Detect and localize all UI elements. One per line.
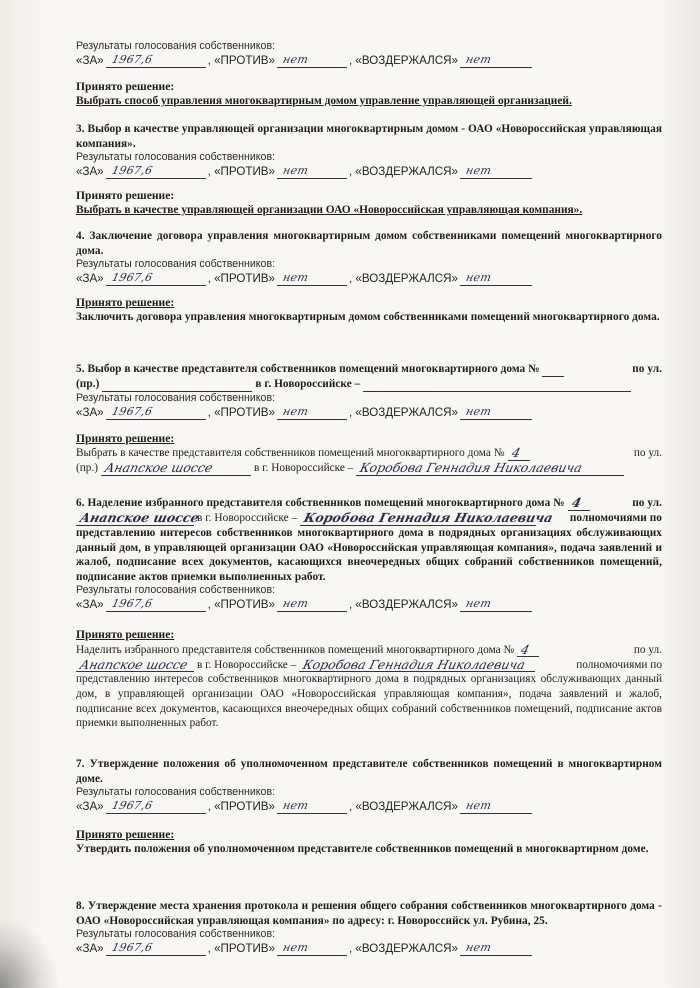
protiv-blank <box>277 799 347 814</box>
vozd-blank <box>460 941 532 956</box>
house-number-blank <box>508 446 530 461</box>
decision-label: Принято решение: <box>76 432 175 445</box>
votes-label: Результаты голосования собственников: <box>76 392 276 404</box>
za-value: 1967,6 <box>110 799 154 813</box>
street-blank <box>102 377 252 392</box>
za-label: «ЗА» <box>76 942 104 956</box>
city-label: в г. Новороссийске – <box>197 512 298 525</box>
votes-row <box>76 597 662 612</box>
votes-label: Результаты голосования собственников: <box>76 786 276 799</box>
scan-shadow <box>0 918 60 988</box>
vozd-value: нет <box>464 799 493 813</box>
vozd-label: , «ВОЗДЕРЖАЛСЯ» <box>348 406 458 419</box>
votes-row <box>76 53 662 68</box>
protiv-label: , «ПРОТИВ» <box>207 800 275 814</box>
city-label: в г. Новороссийске – <box>197 658 297 671</box>
votes-row <box>76 271 662 286</box>
za-label: «ЗА» <box>76 598 104 612</box>
vozd-label: , «ВОЗДЕРЖАЛСЯ» <box>348 272 458 286</box>
za-blank <box>106 799 206 814</box>
section-title-line <box>76 496 662 511</box>
section-6 <box>76 496 662 731</box>
protiv-label: , «ПРОТИВ» <box>207 942 275 956</box>
person-blank <box>300 510 555 526</box>
vozd-value: нет <box>464 597 493 611</box>
street-blank <box>76 510 201 526</box>
votes-row <box>76 405 662 420</box>
protiv-value: нет <box>281 271 310 285</box>
decision-label: Принято решение: <box>76 628 175 642</box>
protiv-value: нет <box>281 597 310 611</box>
vozd-blank <box>460 53 532 68</box>
vozd-blank <box>460 164 532 179</box>
vozd-label: , «ВОЗДЕРЖАЛСЯ» <box>348 800 458 814</box>
section-title: 6. Наделение избранного представителя собственников помещений многоквартирного дома № <box>76 497 565 510</box>
za-label: «ЗА» <box>76 272 104 286</box>
protiv-label: , «ПРОТИВ» <box>207 406 275 419</box>
section-8 <box>76 899 662 956</box>
za-label: «ЗА» <box>76 406 104 419</box>
person-value: Коробова Геннадия Николаевича <box>302 510 555 526</box>
decision-label: Принято решение: <box>76 296 175 310</box>
person-value: Коробова Геннадия Николаевича <box>358 460 585 476</box>
person-blank <box>299 657 535 672</box>
decision-line-1 <box>76 642 662 657</box>
za-label: «ЗА» <box>76 54 104 67</box>
decision-text: Выбрать в качестве управляющей организации ОАО «Новороссийская управляющая компания». <box>76 204 583 217</box>
street-value: Анапское шоссе <box>78 656 190 672</box>
za-blank <box>106 53 206 68</box>
vozd-blank <box>460 597 532 612</box>
protiv-value: нет <box>281 405 310 418</box>
votes-label: Результаты голосования собственников: <box>76 928 276 941</box>
votes-row <box>76 164 662 179</box>
section-2 <box>76 40 662 108</box>
po-ul-label: по ул. <box>632 363 662 376</box>
protiv-value: нет <box>281 799 310 813</box>
city-label: в г. Новороссийске – <box>255 378 361 391</box>
tail-text: полномочиями по <box>576 658 662 671</box>
decision-line-2 <box>76 461 662 476</box>
protiv-blank <box>277 53 347 68</box>
house-number-blank <box>517 642 539 657</box>
section-3 <box>76 122 662 217</box>
section-title: 8. Утверждение места хранения протокола и решения общего собрания собственников многоквартирного дома - ОАО «Новороссийская управляющая компания» по адресу: г. Новороссийск ул. Рубина, 25. <box>76 900 662 927</box>
votes-label: Результаты голосования собственников: <box>76 151 276 164</box>
section-body: представлению интересов собственников многоквартирного дома в подрядных организациях обслуживающих данный дом, в управляющей организации ОАО «Новороссийская управляющая компания», подача заявлений и жалоб, подписание всех документов, касающихся внеочередных общих собраний собственников помещений, подписание актов приемки выполненных работ. <box>76 527 662 583</box>
votes-row <box>76 941 662 956</box>
decision-text: Выбрать в качестве представителя собственников помещений многоквартирного дома № <box>76 447 505 460</box>
person-value: Коробова Геннадия Николаевича <box>301 656 528 672</box>
vozd-value: нет <box>464 53 493 66</box>
house-number-blank <box>542 362 564 377</box>
decision-label: Принято решение: <box>76 80 175 93</box>
decision-text: Наделить избранного представителя собственников помещений многоквартирного дома № <box>76 643 515 656</box>
protiv-blank <box>277 405 347 420</box>
section-title-line <box>76 362 662 377</box>
vozd-blank <box>460 405 532 420</box>
section-5 <box>76 362 662 476</box>
protiv-label: , «ПРОТИВ» <box>207 165 275 179</box>
vozd-blank <box>460 271 532 286</box>
decision-label: Принято решение: <box>76 828 175 842</box>
decision-text: Выбрать способ управления многоквартирным домом управление управляющей организацией. <box>76 95 572 107</box>
vozd-label: , «ВОЗДЕРЖАЛСЯ» <box>348 165 458 179</box>
decision-line-1 <box>76 446 662 461</box>
po-ul-label: по ул. <box>633 447 662 460</box>
votes-label: Результаты голосования собственников: <box>76 40 276 52</box>
votes-label: Результаты голосования собственников: <box>76 584 276 597</box>
za-value: 1967,6 <box>110 271 154 285</box>
vozd-value: нет <box>464 164 493 178</box>
street-blank <box>101 461 251 476</box>
protiv-blank <box>277 271 347 286</box>
decision-text: Заключить договора управления многоквартирным домом собственниками помещений многоквартирного дома. <box>76 311 660 324</box>
street-value: Анапское шоссе <box>78 510 201 526</box>
za-blank <box>106 597 206 612</box>
decision-body: представлению интересов собственников многоквартирного дома в подрядных организациях обслуживающих данный дом, в управляющей организации ОАО «Новороссийская управляющая компания», подача заявлений и жалоб, подписание всех документов, касающихся внеочередных общих собраний собственников помещений, подписание актов приемки выполненных работ. <box>76 673 662 730</box>
address-line <box>76 511 662 526</box>
decision-text: Утвердить положения об уполномоченном представителе собственников помещений в многоквартирном доме. <box>76 843 649 856</box>
vozd-value: нет <box>464 271 493 285</box>
votes-row <box>76 799 662 814</box>
vozd-value: нет <box>464 941 493 955</box>
protiv-value: нет <box>281 53 310 66</box>
person-blank <box>363 377 631 392</box>
house-number-value: 4 <box>519 641 532 657</box>
house-number-value: 4 <box>569 495 583 511</box>
house-number-value: 4 <box>509 445 522 461</box>
street-blank <box>76 657 194 672</box>
decision-line-2 <box>76 657 662 672</box>
house-number-blank <box>568 496 590 511</box>
section-title: 7. Утверждение положения об уполномоченном представителе собственников помещений в многоквартирном доме. <box>76 758 662 785</box>
person-blank <box>356 461 624 476</box>
za-blank <box>106 164 206 179</box>
city-label: в г. Новороссийске – <box>254 462 354 475</box>
za-value: 1967,6 <box>110 405 154 418</box>
protiv-label: , «ПРОТИВ» <box>207 54 275 67</box>
vozd-label: , «ВОЗДЕРЖАЛСЯ» <box>348 942 458 956</box>
street-value: Анапское шоссе <box>103 460 215 476</box>
section-title: 5. Выбор в качестве представителя собственников помещений многоквартирного дома № <box>76 363 540 376</box>
pr-label: (пр.) <box>76 378 100 391</box>
protiv-value: нет <box>281 164 310 178</box>
za-blank <box>106 941 206 956</box>
section-title: 3. Выбор в качестве управляющей организации многоквартирным домом - ОАО «Новороссийская управляющая компания». <box>76 123 662 150</box>
za-label: «ЗА» <box>76 800 104 814</box>
za-blank <box>106 271 206 286</box>
protiv-blank <box>277 941 347 956</box>
za-blank <box>106 405 206 420</box>
section-7 <box>76 757 662 857</box>
za-label: «ЗА» <box>76 165 104 179</box>
protiv-label: , «ПРОТИВ» <box>207 598 275 612</box>
protiv-blank <box>277 164 347 179</box>
pr-label: (пр.) <box>76 462 99 475</box>
vozd-value: нет <box>464 405 493 418</box>
po-ul-label: по ул. <box>633 643 662 656</box>
vozd-label: , «ВОЗДЕРЖАЛСЯ» <box>348 54 458 67</box>
protiv-value: нет <box>281 941 310 955</box>
decision-label: Принято решение: <box>76 189 175 203</box>
address-line <box>76 377 662 392</box>
votes-label: Результаты голосования собственников: <box>76 258 276 271</box>
po-ul-label: по ул. <box>632 497 662 510</box>
section-4 <box>76 229 662 325</box>
section-title: 4. Заключение договора управления многоквартирным домом собственниками помещений многоквартирного дома. <box>76 230 662 257</box>
za-value: 1967,6 <box>110 597 154 611</box>
protiv-label: , «ПРОТИВ» <box>207 272 275 286</box>
vozd-blank <box>460 799 532 814</box>
vozd-label: , «ВОЗДЕРЖАЛСЯ» <box>348 598 458 612</box>
za-value: 1967,6 <box>110 941 154 955</box>
protiv-blank <box>277 597 347 612</box>
za-value: 1967,6 <box>110 53 154 66</box>
za-value: 1967,6 <box>110 164 154 178</box>
tail-text: полномочиями по <box>569 512 662 525</box>
